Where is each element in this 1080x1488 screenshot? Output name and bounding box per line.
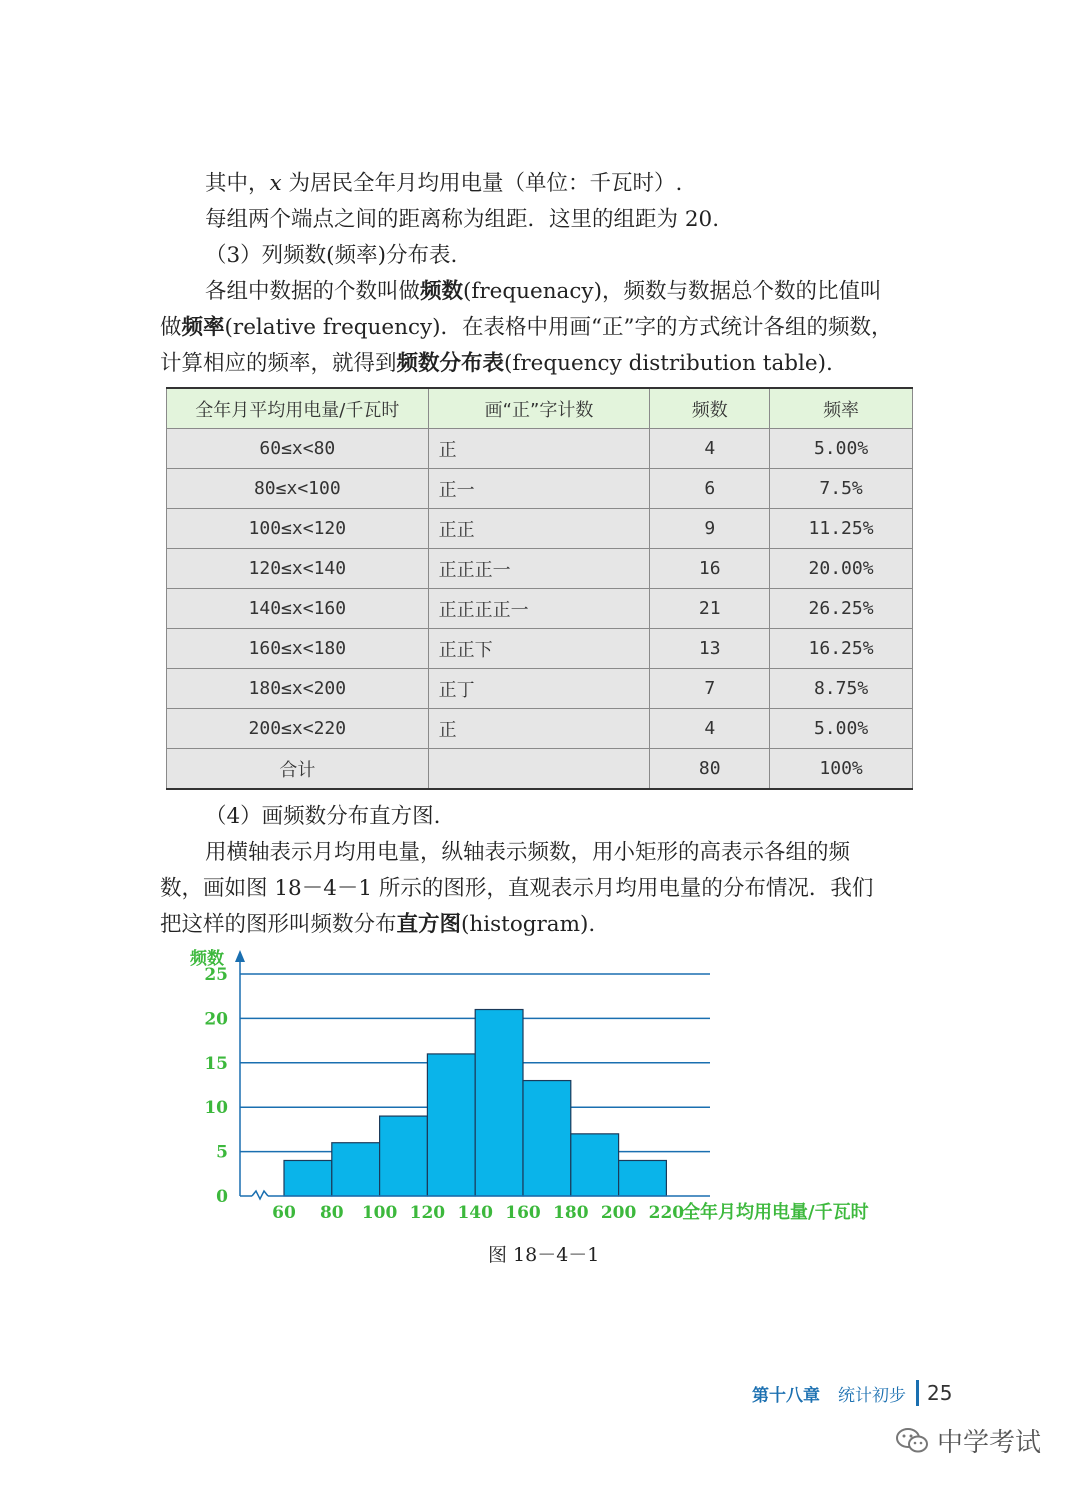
cell-range: 120≤x<140 xyxy=(167,549,429,589)
table-row xyxy=(167,629,913,669)
cell-count: 4 xyxy=(650,709,770,749)
watermark xyxy=(895,1422,1041,1459)
histogram-bar xyxy=(380,1116,428,1196)
x-tick-label: 60 xyxy=(272,1203,296,1223)
x-axis-title: 全年月均用电量/千瓦时 xyxy=(682,1202,869,1223)
cell-tally: 正正下 xyxy=(428,629,650,669)
text-span: (frequency distribution table). xyxy=(504,351,833,376)
y-tick-label: 5 xyxy=(216,1142,228,1163)
term-histogram: 直方图 xyxy=(396,912,462,937)
y-axis-arrow xyxy=(235,950,245,962)
cell-tally: 正正 xyxy=(428,509,650,549)
x-tick-label: 220 xyxy=(648,1203,685,1223)
table-total-row xyxy=(167,749,913,790)
wechat-icon xyxy=(895,1427,929,1455)
cell-count: 9 xyxy=(650,509,770,549)
text-span: 为居民全年月均用电量（单位：千瓦时）. xyxy=(281,171,683,196)
cell-tally: 正 xyxy=(428,709,650,749)
cell-range: 180≤x<200 xyxy=(167,669,429,709)
page-footer xyxy=(752,1378,952,1408)
text-span: 做 xyxy=(160,315,182,340)
footer-divider xyxy=(916,1380,919,1406)
text-span: (relative frequency)．在表格中用画“正”字的方式统计各组的频数， xyxy=(224,315,893,340)
term-relative-frequency: 频率 xyxy=(181,315,225,340)
histogram-bar xyxy=(475,1010,523,1196)
cell-tally: 正一 xyxy=(428,469,650,509)
histogram-bar xyxy=(571,1134,619,1196)
cell-count: 6 xyxy=(650,469,770,509)
x-tick-label: 200 xyxy=(600,1203,637,1223)
x-tick-label: 140 xyxy=(457,1203,493,1223)
cell-tally: 正丁 xyxy=(428,669,650,709)
header-rate: 频率 xyxy=(770,388,913,429)
table-row xyxy=(167,509,913,549)
paragraph-8: 用横轴表示月均用电量，纵轴表示频数，用小矩形的高表示各组的频 xyxy=(205,840,851,865)
table-row xyxy=(167,429,913,469)
cell-rate: 26.25% xyxy=(770,589,913,629)
cell-rate: 11.25% xyxy=(770,509,913,549)
y-tick-label: 20 xyxy=(204,1009,228,1030)
paragraph-5 xyxy=(160,310,925,346)
cell-rate: 5.00% xyxy=(770,709,913,749)
cell-total-tally xyxy=(428,749,650,790)
variable-x: x xyxy=(269,171,282,196)
paragraph-7: （4）画频数分布直方图. xyxy=(205,804,441,829)
footer-section: 统计初步 xyxy=(838,1385,906,1406)
cell-rate: 16.25% xyxy=(770,629,913,669)
paragraph-4 xyxy=(205,274,970,310)
histogram-chart xyxy=(180,940,910,1230)
table-row xyxy=(167,709,913,749)
cell-tally: 正正正一 xyxy=(428,549,650,589)
paragraph-10 xyxy=(160,907,925,943)
x-tick-label: 160 xyxy=(505,1203,541,1223)
term-frequency: 频数 xyxy=(420,279,464,304)
histogram-bar xyxy=(427,1054,475,1196)
footer-chapter: 第十八章 xyxy=(752,1385,820,1406)
paragraph-1 xyxy=(205,166,970,202)
histogram-bar xyxy=(619,1160,667,1196)
histogram-bar xyxy=(523,1081,571,1196)
cell-count: 21 xyxy=(650,589,770,629)
axis-break-mark xyxy=(252,1191,268,1199)
x-tick-label: 120 xyxy=(409,1203,446,1223)
y-tick-label: 25 xyxy=(204,965,228,985)
cell-tally: 正正正正一 xyxy=(428,589,650,629)
table-header-row xyxy=(167,388,913,429)
header-range: 全年月平均用电量/千瓦时 xyxy=(167,388,429,429)
cell-total-rate: 100% xyxy=(770,749,913,790)
cell-rate: 20.00% xyxy=(770,549,913,589)
table-row xyxy=(167,469,913,509)
cell-tally: 正 xyxy=(428,429,650,469)
cell-rate: 8.75% xyxy=(770,669,913,709)
table-row xyxy=(167,549,913,589)
cell-count: 16 xyxy=(650,549,770,589)
cell-range: 140≤x<160 xyxy=(167,589,429,629)
cell-total-label: 合计 xyxy=(167,749,429,790)
cell-range: 80≤x<100 xyxy=(167,469,429,509)
text-span: 各组中数据的个数叫做 xyxy=(205,279,421,304)
cell-total-count: 80 xyxy=(650,749,770,790)
text-span: 其中， xyxy=(205,171,270,196)
cell-range: 160≤x<180 xyxy=(167,629,429,669)
cell-rate: 5.00% xyxy=(770,429,913,469)
header-tally: 画“正”字计数 xyxy=(428,388,650,429)
cell-range: 100≤x<120 xyxy=(167,509,429,549)
text-span: 把这样的图形叫频数分布 xyxy=(160,912,397,937)
y-axis-title: 频数 xyxy=(190,949,224,969)
x-tick-label: 180 xyxy=(553,1203,589,1223)
cell-range: 60≤x<80 xyxy=(167,429,429,469)
cell-range: 200≤x<220 xyxy=(167,709,429,749)
figure-caption: 图 18－4－1 xyxy=(488,1244,600,1266)
cell-count: 13 xyxy=(650,629,770,669)
paragraph-2: 每组两个端点之间的距离称为组距．这里的组距为 20. xyxy=(205,207,720,232)
x-tick-label: 80 xyxy=(319,1203,344,1223)
table-row xyxy=(167,589,913,629)
term-frequency-table: 频数分布表 xyxy=(396,351,505,376)
frequency-distribution-table xyxy=(166,387,913,790)
histogram-bar xyxy=(284,1160,332,1196)
header-count: 频数 xyxy=(650,388,770,429)
table-row xyxy=(167,669,913,709)
page-number: 25 xyxy=(927,1381,953,1405)
text-span: (frequenacy)，频数与数据总个数的比值叫 xyxy=(463,279,882,304)
cell-count: 7 xyxy=(650,669,770,709)
text-span: (histogram). xyxy=(461,912,596,937)
text-span: 计算相应的频率，就得到 xyxy=(160,351,397,376)
cell-rate: 7.5% xyxy=(770,469,913,509)
histogram-bar xyxy=(332,1143,380,1196)
watermark-text: 中学考试 xyxy=(937,1428,1042,1458)
y-tick-label: 15 xyxy=(204,1053,228,1074)
paragraph-6 xyxy=(160,346,925,382)
y-tick-label: 0 xyxy=(216,1187,228,1207)
paragraph-9: 数，画如图 18－4－1 所示的图形，直观表示月均用电量的分布情况．我们 xyxy=(160,876,874,901)
paragraph-3: （3）列频数(频率)分布表. xyxy=(205,243,458,268)
x-tick-label: 100 xyxy=(361,1203,398,1223)
y-tick-label: 10 xyxy=(204,1098,228,1119)
cell-count: 4 xyxy=(650,429,770,469)
